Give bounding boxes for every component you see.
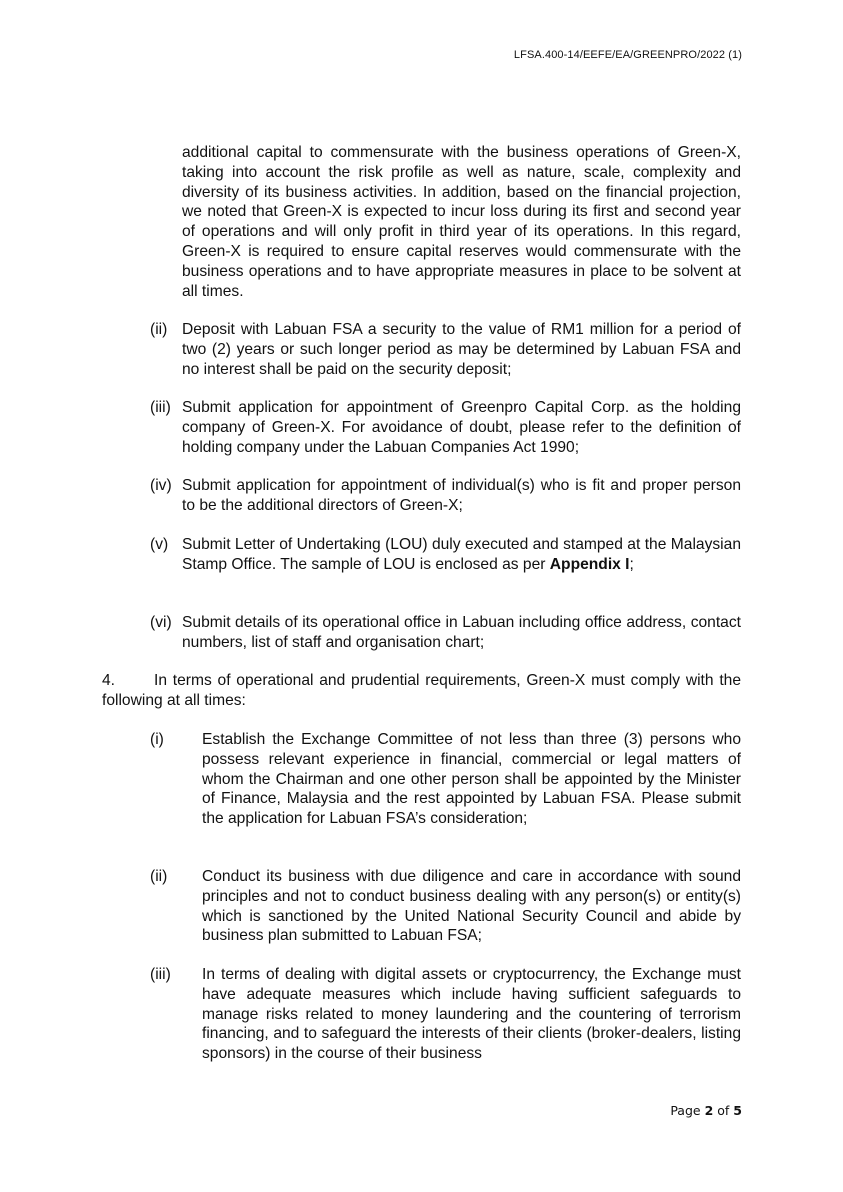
continuation-paragraph: additional capital to commensurate with the business operations of Green-X, taking into account the risk profile as well as nature, scale, complexity and diversity of its business activities. In addition, based on the financial projection, we noted that Green-X is expected to incur loss during its first and second year of operations and will only profit in third year of its operations. In this regard, Green-X is required to ensure capital reserves would commensurate with the business operations and to have appropriate measures in place to be solvent at all times. — [182, 144, 741, 300]
condition-item — [150, 476, 741, 516]
condition-number: (iii) — [150, 399, 171, 416]
document-reference-number: LFSA.400-14/EEFE/EA/GREENPRO/2022 (1) — [513, 49, 742, 61]
condition-text: Deposit with Labuan FSA a security to the value of RM1 million for a period of two (2) years or such longer period as may be determined by Labuan FSA and no interest shall be paid on the security deposit; — [182, 321, 741, 378]
requirement-number: (ii) — [150, 868, 168, 885]
condition-item — [150, 398, 741, 457]
condition-item — [150, 613, 741, 653]
paragraph-4-body: In terms of operational and prudential requirements, Green-X must comply with the following at all times: — [102, 672, 741, 709]
condition-item — [150, 535, 741, 575]
appendix-reference: Appendix I — [549, 555, 630, 573]
requirement-item — [150, 965, 741, 1064]
condition-text-main: Submit Letter of Undertaking (LOU) duly executed and stamped at the Malaysian Stamp Office. The sample of LOU is enclosed as per — [182, 536, 741, 573]
page-current: 2 — [704, 1103, 714, 1118]
requirement-text: Conduct its business with due diligence and care in accordance with sound principles and not to conduct business dealing with any person(s) or entity(s) which is sanctioned by the United National Security Council and abide by business plan submitted to Labuan FSA; — [202, 868, 741, 945]
condition-text — [182, 535, 741, 575]
condition-text: Submit details of its operational office in Labuan including office address, contact numbers, list of staff and organisation chart; — [182, 614, 741, 651]
condition-text-end: ; — [629, 555, 634, 573]
requirement-text: In terms of dealing with digital assets or cryptocurrency, the Exchange must have adequate measures which include having sufficient safeguards to manage risks related to money laundering and the countering of terrorism financing, and to safeguard the interests of their clients (broker-dealers, listing sponsors) in the course of their business — [202, 966, 741, 1063]
condition-number: (ii) — [150, 321, 168, 338]
requirement-number: (i) — [150, 731, 164, 748]
requirement-text: Establish the Exchange Committee of not less than three (3) persons who possess relevant experience in financial, commercial or legal matters of whom the Chairman and one other person shall be appointed by the Minister of Finance, Malaysia and the rest appointed by Labuan FSA. Please submit the application for Labuan FSA’s consideration; — [202, 731, 741, 828]
paragraph-4-text — [102, 671, 741, 711]
paragraph-4 — [102, 671, 741, 711]
requirement-item — [150, 867, 741, 946]
condition-item — [150, 320, 741, 379]
condition-number: (vi) — [150, 614, 172, 631]
condition-text: Submit application for appointment of individual(s) who is fit and proper person to be the additional directors of Green-X; — [182, 477, 741, 514]
page-number — [670, 1103, 742, 1118]
page-label: Page — [670, 1103, 701, 1118]
condition-number: (iv) — [150, 477, 172, 494]
condition-text: Submit application for appointment of Greenpro Capital Corp. as the holding company of Green-X. For avoidance of doubt, please refer to the definition of holding company under the Labuan Companies Act 1990; — [182, 399, 741, 456]
requirement-number: (iii) — [150, 966, 171, 983]
page-total: 5 — [733, 1103, 742, 1118]
requirement-item — [150, 730, 741, 829]
condition-number: (v) — [150, 536, 169, 553]
page-of-label: of — [717, 1103, 730, 1118]
paragraph-number: 4. — [102, 672, 116, 689]
